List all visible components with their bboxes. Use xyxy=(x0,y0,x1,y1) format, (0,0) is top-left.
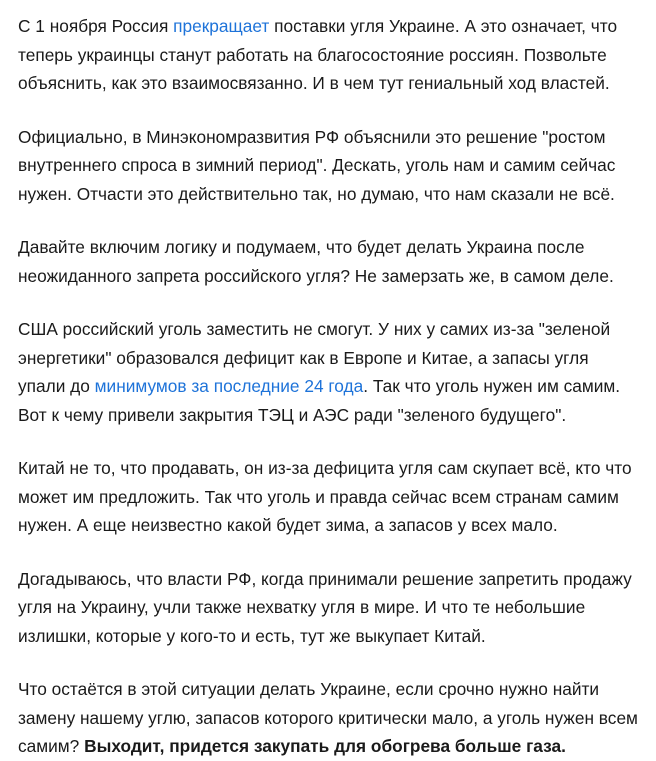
paragraph-1-text-start: С 1 ноября Россия xyxy=(18,16,174,36)
paragraph-1 xyxy=(18,12,638,98)
paragraph-3: Давайте включим логику и подумаем, что будет делать Украина после неожиданного запрета российского угля? Не замерзать же, в самом деле. xyxy=(18,237,614,286)
link-coal-reserves-minimum[interactable]: минимумов за последние 24 года xyxy=(94,376,364,396)
link-stops-supplies[interactable]: прекращает xyxy=(173,16,270,36)
paragraph-7 xyxy=(18,675,638,761)
paragraph-7-text-start: Что остаётся в этой ситуации делать Украине, если срочно нужно найти замену нашему углю, запасов которого критически мало, а уголь нужен всем самим? xyxy=(18,679,638,756)
paragraph-4 xyxy=(18,315,638,429)
paragraph-4-text-end: . Так что уголь нужен им самим. Вот к чему привели закрытия ТЭЦ и АЭС ради "зеленого будущего". xyxy=(18,376,621,425)
paragraph-7-bold-conclusion: Выходит, придется закупать для обогрева больше газа. xyxy=(84,736,566,756)
paragraph-5: Китай не то, что продавать, он из-за дефицита угля сам скупает всё, кто что может им предложить. Так что уголь и правда сейчас всем странам самим нужен. А еще неизвестно какой будет зима, а запасов у всех мало. xyxy=(18,458,632,535)
paragraph-1-text-end: поставки угля Украине. А это означает, что теперь украинцы станут работать на благосостояние россиян. Позвольте объяснить, как это взаимосвязанно. И в чем тут гениальный ход властей. xyxy=(18,16,618,93)
paragraph-6: Догадываюсь, что власти РФ, когда принимали решение запретить продажу угля на Украину, учли также нехватку угля в мире. И что те небольшие излишки, которые у кого-то и есть, тут же выкупает Китай. xyxy=(18,568,632,646)
paragraph-4-text-start: США российский уголь заместить не смогут. У них у самих из-за "зеленой энергетики" образовался дефицит как в Европе и Китае, а запасы угля упали до xyxy=(18,319,611,396)
paragraph-2: Официально, в Минэкономразвития РФ объяснили это решение "ростом внутреннего спроса в зимний период". Дескать, уголь нам и самим сейчас нужен. Отчасти это действительно так, но думаю, что нам сказали не всё. xyxy=(18,126,616,204)
